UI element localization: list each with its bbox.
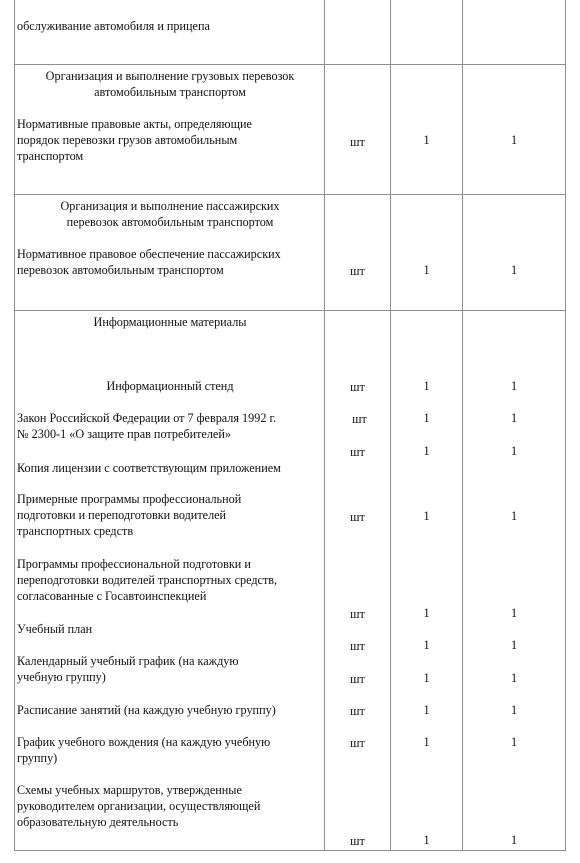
item-unit: шт	[350, 639, 365, 653]
item-unit: шт	[350, 704, 365, 718]
item-name: Программы профессиональной подготовки и	[17, 557, 251, 571]
item-unit: шт	[350, 607, 365, 621]
item-name: транспортом	[17, 149, 84, 163]
item-name: транспортных средств	[17, 524, 134, 538]
section-heading: Организация и выполнение пассажирских	[60, 199, 280, 213]
item-qty: 1	[423, 263, 430, 277]
item-qty: 1	[510, 444, 518, 458]
item-name: Закон Российской Федерации от 7 февраля 1992 г.	[17, 411, 277, 425]
item-name: порядок перевозки грузов автомобильным	[17, 133, 238, 147]
item-unit: шт	[350, 445, 365, 459]
item-name: График учебного вождения (на каждую учебную	[17, 735, 271, 749]
item-name: подготовки и переподготовки водителей	[17, 508, 227, 522]
item-name: перевозок автомобильным транспортом	[17, 263, 224, 277]
item-qty: 1	[510, 606, 518, 620]
table-border-left	[14, 0, 15, 851]
item-name: учебную группу)	[17, 670, 106, 684]
item-qty: 1	[423, 606, 430, 620]
item-qty: 1	[423, 411, 430, 425]
item-name: Нормативные правовые акты, определяющие	[17, 117, 252, 131]
item-unit: шт	[352, 412, 367, 426]
item-unit: шт	[350, 510, 365, 524]
item-qty: 1	[423, 671, 430, 685]
item-qty: 1	[510, 379, 518, 393]
item-name: образовательную деятельность	[17, 815, 179, 829]
item-qty: 1	[423, 703, 430, 717]
row-divider	[14, 194, 566, 195]
item-qty: 1	[510, 133, 518, 147]
item-qty: 1	[423, 444, 430, 458]
item-qty: 1	[510, 263, 518, 277]
item-name: группу)	[17, 751, 58, 765]
item-qty: 1	[510, 509, 518, 523]
item-name: Схемы учебных маршрутов, утвержденные	[17, 783, 242, 797]
item-unit: шт	[350, 736, 365, 750]
item-unit: шт	[350, 135, 365, 149]
item-qty: 1	[423, 638, 430, 652]
cell-text: обслуживание автомобиля и прицепа	[17, 19, 210, 33]
column-divider-1	[324, 0, 325, 851]
item-qty: 1	[423, 133, 430, 147]
item-qty: 1	[510, 735, 518, 749]
table-border-bottom	[14, 850, 566, 851]
item-name: Расписание занятий (на каждую учебную группу)	[17, 703, 276, 717]
item-qty: 1	[423, 735, 430, 749]
item-qty: 1	[510, 671, 518, 685]
item-name: № 2300-1 «О защите прав потребителей»	[17, 427, 231, 441]
row-divider	[14, 64, 566, 65]
item-qty: 1	[423, 833, 430, 847]
section-heading: автомобильным транспортом	[94, 85, 246, 99]
section-heading: Организация и выполнение грузовых перевозок	[45, 69, 295, 83]
item-name: Примерные программы профессиональной	[17, 492, 242, 506]
item-qty: 1	[510, 703, 518, 717]
item-name: переподготовки водителей транспортных средств,	[17, 573, 278, 587]
item-name: Копия лицензии с соответствующим приложением	[17, 461, 281, 475]
item-unit: шт	[350, 834, 365, 848]
item-name: Календарный учебный график (на каждую	[17, 654, 239, 668]
item-name: Нормативное правовое обеспечение пассажирских	[17, 247, 281, 261]
item-name: руководителем организации, осуществляющей	[17, 799, 261, 813]
item-qty: 1	[423, 379, 430, 393]
row-divider	[14, 310, 566, 311]
item-qty: 1	[510, 833, 518, 847]
item-qty: 1	[510, 638, 518, 652]
item-name: согласованные с Госавтоинспекцией	[17, 589, 207, 603]
item-qty: 1	[510, 411, 518, 425]
item-unit: шт	[350, 672, 365, 686]
item-name: Информационный стенд	[106, 379, 234, 393]
item-name: Учебный план	[17, 622, 93, 636]
section-heading: перевозок автомобильным транспортом	[66, 215, 274, 229]
item-qty: 1	[423, 509, 430, 523]
section-heading: Информационные материалы	[93, 315, 247, 329]
item-unit: шт	[350, 264, 365, 278]
item-unit: шт	[350, 380, 365, 394]
table-border-right	[565, 0, 566, 851]
